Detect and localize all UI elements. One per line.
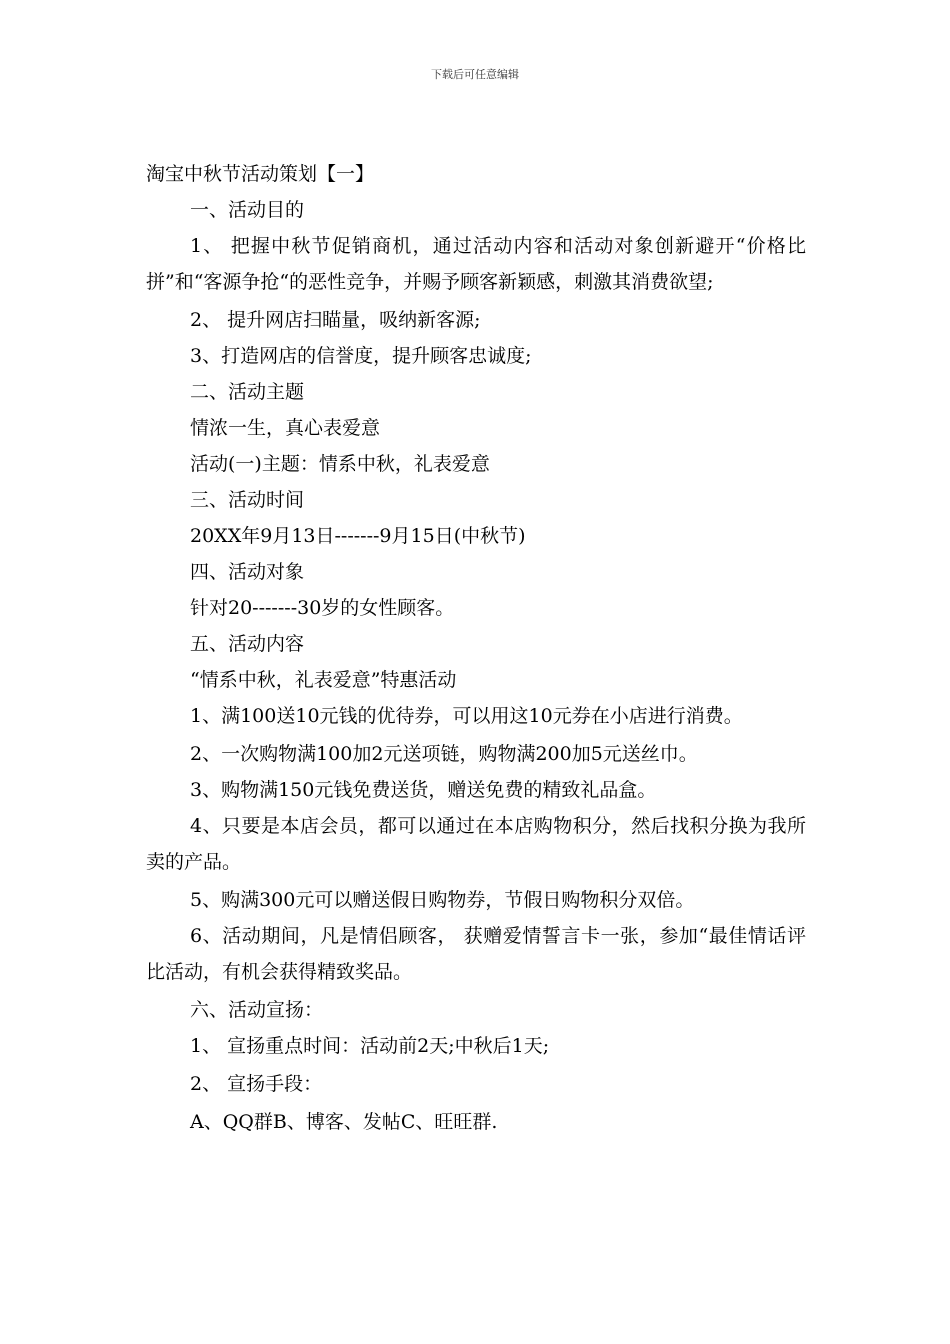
section-heading-purpose: 一、活动目的 — [190, 199, 305, 221]
audience-line: 针对20-------30岁的女性顾客。 — [190, 597, 455, 619]
time-line: 20XX年9月13日-------9月15日(中秋节) — [190, 525, 526, 547]
content-item-2: 2、一次购物满100加2元送项链，购物满200加5元送丝巾。 — [190, 743, 698, 765]
content-item-6: 6、活动期间，凡是情侣顾客， 获赠爱情誓言卡一张，参加“最佳情话评比活动，有机会获得精致奖品。 — [146, 925, 806, 983]
promotion-item-2: 2、 宣扬手段： — [190, 1073, 323, 1095]
theme-line-2: 活动(一)主题：情系中秋，礼表爱意 — [190, 453, 490, 475]
content-item-3: 3、购物满150元钱免费送货，赠送免费的精致礼品盒。 — [190, 779, 657, 801]
section-heading-promotion: 六、活动宣扬： — [190, 999, 324, 1021]
promotion-channels: A、QQ群B、博客、发帖C、旺旺群. — [190, 1111, 498, 1133]
purpose-item-1: 1、 把握中秋节促销商机，通过活动内容和活动对象创新避开“价格比拼”和“客源争抢“的恶性竞争，并赐予顾客新颖感，刺激其消费欲望; — [146, 235, 806, 293]
content-item-5: 5、购满300元可以赠送假日购物券，节假日购物积分双倍。 — [190, 889, 695, 911]
section-heading-content: 五、活动内容 — [190, 633, 305, 655]
section-heading-audience: 四、活动对象 — [190, 561, 305, 583]
content-item-1: 1、满100送10元钱的优待券，可以用这10元券在小店进行消费。 — [190, 705, 743, 727]
theme-line-1: 情浓一生，真心表爱意 — [190, 417, 381, 439]
promotion-item-1: 1、 宣扬重点时间：活动前2天;中秋后1天; — [190, 1035, 550, 1057]
purpose-item-3: 3、打造网店的信誉度，提升顾客忠诚度; — [190, 345, 532, 367]
section-heading-time: 三、活动时间 — [190, 489, 305, 511]
document-body — [146, 156, 806, 1140]
page-header-note: 下载后可任意编辑 — [431, 68, 519, 81]
content-subtitle: “情系中秋，礼表爱意”特惠活动 — [190, 669, 457, 691]
purpose-item-2: 2、 提升网店扫瞄量，吸纳新客源; — [190, 309, 481, 331]
document-title: 淘宝中秋节活动策划【一】 — [146, 163, 375, 185]
section-heading-theme: 二、活动主题 — [190, 381, 305, 403]
content-item-4: 4、只要是本店会员，都可以通过在本店购物积分，然后找积分换为我所卖的产品。 — [146, 815, 806, 873]
